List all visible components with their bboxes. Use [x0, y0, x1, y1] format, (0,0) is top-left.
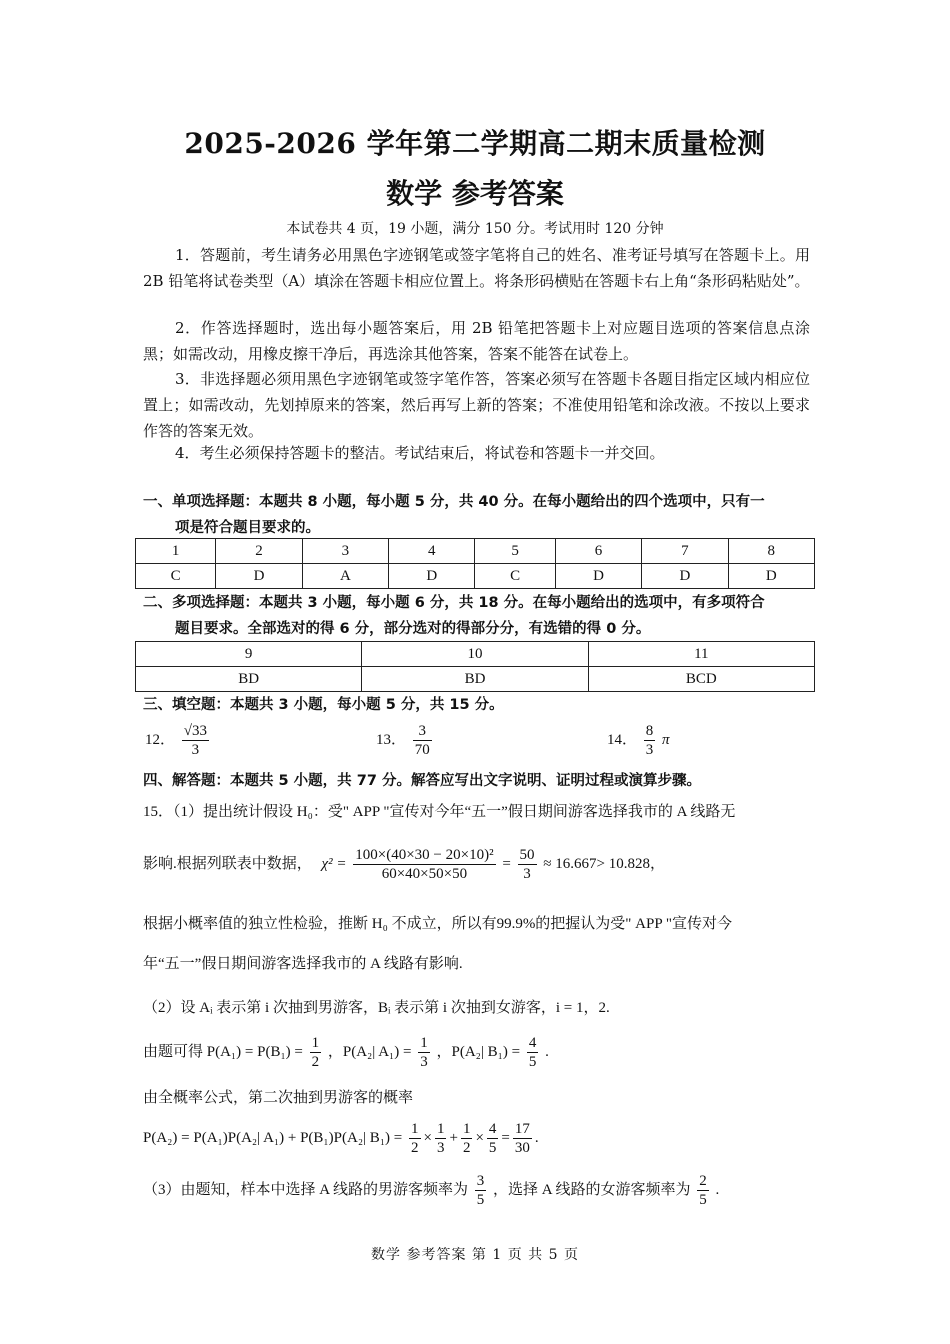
page-title: 2025-2026 学年第二学期高二期末质量检测: [184, 127, 766, 160]
fraction-denominator: 60×40×50×50: [381, 866, 468, 882]
fraction-denominator: 5: [476, 1192, 485, 1208]
fraction-third: [418, 1034, 430, 1071]
answer-13: [376, 722, 435, 759]
answer-13-fraction: [413, 722, 432, 759]
fraction-four-fifths: [527, 1034, 539, 1071]
table-cell: 7: [642, 539, 728, 564]
table-cell: 9: [136, 642, 362, 667]
q15-part1-line4: 年“五一”假日期间游客选择我市的 A 线路有影响.: [143, 956, 463, 972]
fraction-numerator: 1: [420, 1035, 428, 1051]
chi-square-result: ≈ 16.667> 10.828，: [543, 855, 665, 872]
times-sign: ×: [475, 1129, 484, 1146]
fraction-numerator: 4: [488, 1121, 497, 1137]
fraction-denominator: 5: [528, 1054, 537, 1070]
chi-square-simplified: [518, 846, 537, 883]
table-cell: 8: [728, 539, 814, 564]
table-row: [136, 539, 815, 564]
section1-heading-line2: 项是符合题目要求的。: [175, 520, 320, 536]
fraction-denominator: 30: [514, 1140, 530, 1156]
total-probability-formula: P(A₂) = P(A₁)P(A₂| A₁) + P(B₁)P(A₂| B₁) =: [143, 1129, 403, 1146]
table-cell: D: [728, 564, 814, 589]
q15-given-probabilities: 由题可得 P(A₁) = P(B₁) =: [143, 1043, 303, 1060]
q15-part2-line3: 由全概率公式，第二次抽到男游客的概率: [143, 1090, 414, 1106]
table-row: [136, 564, 815, 589]
fraction-result: [513, 1120, 532, 1157]
table-cell: 11: [588, 642, 814, 667]
section1-heading-line1: 一、单项选择题：本题共 8 小题，每小题 5 分，共 40 分。在每小题给出的四个选项中，只有一: [143, 494, 765, 510]
q15-part2-line1: （2）设 Aᵢ 表示第 i 次抽到男游客，Bᵢ 表示第 i 次抽到女游客，i = 1，2.: [143, 1000, 610, 1016]
answer-12-label: 12．: [145, 731, 176, 748]
plus-sign: +: [449, 1129, 458, 1146]
table-cell: D: [555, 564, 641, 589]
fraction-numerator: 1: [311, 1035, 320, 1051]
instruction-4: 4．考生必须保持答题卡的整洁。考试结束后，将试卷和答题卡一并交回。: [175, 444, 665, 462]
instruction-3: 3．非选择题必须用黑色字迹钢笔或签字笔作答，答案必须写在答题卡各题目指定区域内相应位置上；如需改动，先划掉原来的答案，然后再写上新的答案；不准使用铅笔和涂改液。不按以上要求作答的答案无效。: [143, 370, 810, 440]
q15-part3-female-text: ，选择 A 线路的女游客频率为: [493, 1181, 691, 1198]
fraction-four-fifths: [487, 1120, 499, 1157]
chi-square-symbol: χ² =: [321, 855, 347, 872]
table-cell: 5: [475, 539, 555, 564]
instruction-2: 2．作答选择题时，选出每小题答案后，用 2B 铅笔把答题卡上对应题目选项的答案信息点涂黑；如需改动，用橡皮擦干净后，再选涂其他答案，答案不能答在试卷上。: [143, 319, 810, 363]
table-row: [136, 667, 815, 692]
fraction-denominator: 3: [420, 1054, 428, 1070]
section1-heading: [143, 489, 813, 541]
fraction-denominator: 70: [414, 742, 430, 758]
fraction-denominator: 5: [488, 1140, 497, 1156]
q15-part1-line3: 根据小概率值的独立性检验，推断 H₀ 不成立，所以有99.9%的把握认为受" APP "宣传对今: [143, 916, 733, 932]
section3-heading: 三、填空题：本题共 3 小题，每小题 5 分，共 15 分。: [143, 697, 504, 713]
fraction-denominator: 5: [699, 1192, 707, 1208]
fraction-numerator: 100×(40×30 − 20×10)²: [355, 847, 494, 863]
fraction-numerator: √33: [183, 723, 207, 739]
fraction-numerator: 8: [645, 723, 654, 739]
period: .: [534, 1129, 539, 1146]
pi-symbol: π: [662, 731, 670, 748]
table-row: [136, 642, 815, 667]
exam-meta: 本试卷共 4 页，19 小题，满分 150 分。考试用时 120 分钟: [286, 221, 664, 237]
fraction-three-fifths: [475, 1172, 487, 1209]
q15-part2-line2: [143, 1034, 549, 1071]
table-cell: 10: [362, 642, 588, 667]
answer-14-label: 14．: [607, 731, 638, 748]
table-cell: D: [389, 564, 475, 589]
fraction-denominator: 3: [645, 742, 654, 758]
fraction-denominator: 2: [311, 1054, 320, 1070]
answer-12-fraction: [182, 722, 209, 759]
section2-heading-line2: 题目要求。全部选对的得 6 分，部分选对的得部分分，有选错的得 0 分。: [175, 621, 651, 637]
page-subtitle: 数学 参考答案: [386, 177, 564, 210]
table-cell: 1: [136, 539, 216, 564]
fraction-numerator: 1: [436, 1121, 445, 1137]
section2-heading-line1: 二、多项选择题：本题共 3 小题，每小题 6 分，共 18 分。在每小题给出的选项中，有多项符合: [143, 595, 765, 611]
chi-square-fraction: [353, 846, 495, 883]
q15-cond-prob-2: ，P(A₂| B₁) =: [436, 1043, 521, 1060]
answer-13-label: 13．: [376, 731, 407, 748]
table-cell: 6: [555, 539, 641, 564]
table-cell: C: [475, 564, 555, 589]
table-cell: BCD: [588, 667, 814, 692]
table-cell: 4: [389, 539, 475, 564]
fraction-denominator: 3: [436, 1140, 445, 1156]
fraction-denominator: 3: [191, 742, 200, 758]
fraction-two-fifths: [697, 1172, 709, 1209]
fraction-numerator: 3: [476, 1173, 485, 1189]
fraction-half: [310, 1034, 322, 1071]
page-footer: 数学 参考答案 第 1 页 共 5 页: [371, 1247, 579, 1263]
fraction-numerator: 1: [462, 1121, 471, 1137]
fraction-numerator: 50: [519, 847, 535, 863]
table-cell: A: [302, 564, 388, 589]
fraction-denominator: 3: [523, 866, 531, 882]
fraction-numerator: 3: [413, 722, 432, 741]
q15-total-probability: [143, 1120, 539, 1157]
fraction-denominator: 2: [462, 1140, 471, 1156]
q15-part3-male-text: （3）由题知，样本中选择 A 线路的男游客频率为: [143, 1181, 469, 1198]
fraction-numerator: 4: [528, 1035, 537, 1051]
table-cell: 3: [302, 539, 388, 564]
table-cell: BD: [362, 667, 588, 692]
fraction-numerator: 17: [514, 1121, 530, 1137]
fraction-third: [435, 1120, 447, 1157]
table-cell: C: [136, 564, 216, 589]
section4-heading: 四、解答题：本题共 5 小题，共 77 分。解答应写出文字说明、证明过程或演算步骤。: [143, 773, 701, 789]
fraction-half: [461, 1120, 473, 1157]
q15-part3-line1: [143, 1172, 719, 1209]
section2-answer-table: [135, 641, 815, 692]
q15-chi-intro: 影响.根据列联表中数据，: [143, 855, 312, 872]
fraction-numerator: 2: [699, 1173, 707, 1189]
period: .: [545, 1043, 549, 1060]
times-sign: ×: [423, 1129, 432, 1146]
answer-14-fraction: [644, 722, 656, 759]
answer-12: [145, 722, 212, 759]
equals-sign: =: [501, 1129, 510, 1146]
table-cell: D: [642, 564, 728, 589]
section2-heading: [143, 590, 813, 642]
fraction-numerator: 1: [411, 1121, 419, 1137]
q15-cond-prob-1: ，P(A₂| A₁) =: [327, 1043, 412, 1060]
fraction-half: [409, 1120, 421, 1157]
q15-chi-square-line: 影响.根据列联表中数据， χ² = $\frac{\text{100×(40×30 − 20×10)²}}{60\times 40\times 50\times 50}$ = $\frac{50}{3}$ ≈ 16.667> 10.828，: [143, 847, 665, 882]
q15-part1-line1: 15．（1）提出统计假设 H₀：受" APP "宣传对今年“五一”假日期间游客选择我市的 A 线路无: [143, 804, 736, 820]
section1-answer-table: [135, 538, 815, 589]
period: .: [715, 1181, 720, 1198]
answer-14: [607, 722, 670, 759]
table-cell: BD: [136, 667, 362, 692]
table-cell: D: [216, 564, 302, 589]
instruction-1: 1．答题前，考生请务必用黑色字迹钢笔或签字笔将自己的姓名、准考证号填写在答题卡上。用 2B 铅笔将试卷类型（A）填涂在答题卡相应位置上。将条形码横贴在答题卡右上角“条形码粘贴处”。: [143, 246, 810, 290]
fraction-denominator: 2: [411, 1140, 419, 1156]
table-cell: 2: [216, 539, 302, 564]
